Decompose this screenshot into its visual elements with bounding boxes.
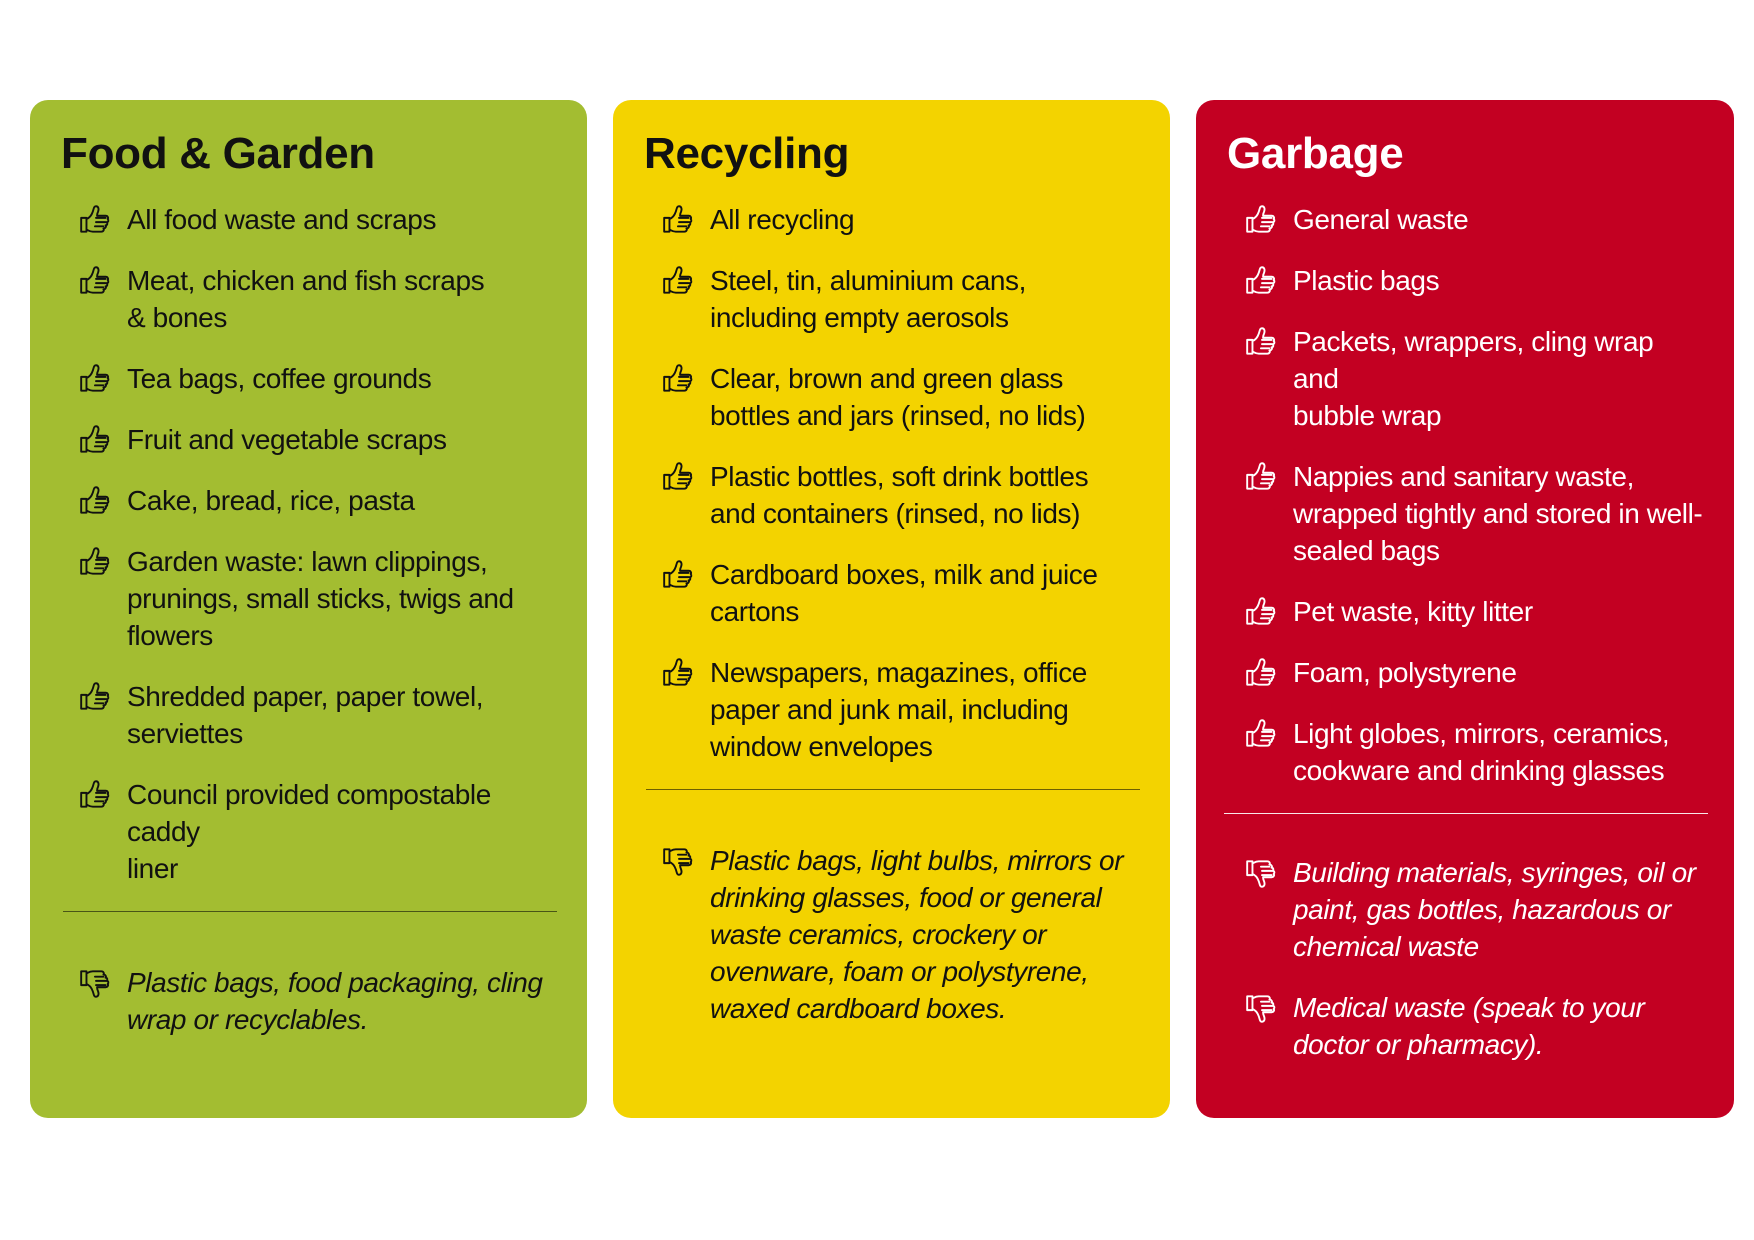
thumbs-up-icon <box>1244 655 1280 691</box>
item-text: Garden waste: lawn clippings, prunings, small sticks, twigs and flowers <box>127 546 514 651</box>
accepted-item <box>644 360 1140 434</box>
accepted-item <box>61 262 557 336</box>
accepted-item <box>61 360 557 397</box>
thumbs-up-icon <box>661 263 697 299</box>
item-text: All recycling <box>710 204 855 235</box>
item-text: Foam, polystyrene <box>1293 657 1517 688</box>
item-text: General waste <box>1293 204 1469 235</box>
thumbs-up-icon <box>78 777 114 813</box>
accepted-item <box>61 201 557 238</box>
panel-title: Recycling <box>644 129 850 178</box>
thumbs-down-icon <box>1244 990 1280 1026</box>
thumbs-up-icon <box>1244 594 1280 630</box>
item-text: Light globes, mirrors, ceramics, cookware and drinking glasses <box>1293 718 1670 786</box>
item-text: Plastic bags, light bulbs, mirrors or drinking glasses, food or general waste ceramics, crockery or ovenware, foam or polystyrene, waxed cardboard boxes. <box>710 845 1124 1024</box>
accepted-list <box>1227 201 1704 789</box>
item-text: Cake, bread, rice, pasta <box>127 485 415 516</box>
thumbs-up-icon <box>661 655 697 691</box>
accepted-item <box>644 556 1140 630</box>
thumbs-up-icon <box>661 361 697 397</box>
thumbs-down-icon <box>78 965 114 1001</box>
thumbs-down-icon <box>661 843 697 879</box>
accepted-item <box>1227 458 1704 569</box>
accepted-list <box>644 201 1140 765</box>
thumbs-up-icon <box>78 679 114 715</box>
rejected-list <box>644 842 1140 1027</box>
food-garden-panel <box>30 100 587 1118</box>
item-text: Fruit and vegetable scraps <box>127 424 447 455</box>
item-text: Meat, chicken and fish scraps & bones <box>127 265 485 333</box>
thumbs-up-icon <box>78 483 114 519</box>
thumbs-down-icon <box>1244 855 1280 891</box>
rejected-list <box>1227 854 1704 1063</box>
recycling-panel <box>613 100 1170 1118</box>
accepted-item <box>644 262 1140 336</box>
divider <box>1224 813 1708 814</box>
item-text: Medical waste (speak to your doctor or pharmacy). <box>1293 992 1645 1060</box>
thumbs-up-icon <box>1244 202 1280 238</box>
item-text: Clear, brown and green glass bottles and jars (rinsed, no lids) <box>710 363 1086 431</box>
item-text: Council provided compostable caddy liner <box>127 779 491 884</box>
accepted-item <box>1227 262 1704 299</box>
accepted-item <box>1227 201 1704 238</box>
thumbs-up-icon <box>78 361 114 397</box>
panel-title: Food & Garden <box>61 129 375 178</box>
divider <box>63 911 557 912</box>
accepted-item <box>61 776 557 887</box>
accepted-list <box>61 201 557 887</box>
item-text: Packets, wrappers, cling wrap and bubble wrap <box>1293 326 1654 431</box>
thumbs-up-icon <box>1244 716 1280 752</box>
item-text: Building materials, syringes, oil or paint, gas bottles, hazardous or chemical waste <box>1293 857 1696 962</box>
panel-title: Garbage <box>1227 129 1404 178</box>
thumbs-up-icon <box>78 544 114 580</box>
accepted-item <box>61 482 557 519</box>
thumbs-up-icon <box>661 557 697 593</box>
accepted-item <box>61 421 557 458</box>
rejected-item <box>1227 854 1704 965</box>
accepted-item <box>644 654 1140 765</box>
item-text: Pet waste, kitty litter <box>1293 596 1533 627</box>
accepted-item <box>1227 593 1704 630</box>
item-text: Shredded paper, paper towel, serviettes <box>127 681 484 749</box>
item-text: Steel, tin, aluminium cans, including empty aerosols <box>710 265 1027 333</box>
accepted-item <box>644 458 1140 532</box>
item-text: Tea bags, coffee grounds <box>127 363 432 394</box>
item-text: Cardboard boxes, milk and juice cartons <box>710 559 1098 627</box>
rejected-list <box>61 964 557 1038</box>
rejected-item <box>61 964 557 1038</box>
item-text: Nappies and sanitary waste, wrapped tightly and stored in well- sealed bags <box>1293 461 1703 566</box>
accepted-item <box>1227 715 1704 789</box>
accepted-item <box>1227 323 1704 434</box>
garbage-panel <box>1196 100 1734 1118</box>
thumbs-up-icon <box>661 459 697 495</box>
thumbs-up-icon <box>1244 263 1280 299</box>
rejected-item <box>1227 989 1704 1063</box>
accepted-item <box>1227 654 1704 691</box>
item-text: All food waste and scraps <box>127 204 437 235</box>
item-text: Plastic bags, food packaging, cling wrap or recyclables. <box>127 967 543 1035</box>
accepted-item <box>61 543 557 654</box>
divider <box>646 789 1140 790</box>
thumbs-up-icon <box>1244 324 1280 360</box>
item-text: Plastic bags <box>1293 265 1440 296</box>
thumbs-up-icon <box>78 202 114 238</box>
accepted-item <box>61 678 557 752</box>
item-text: Newspapers, magazines, office paper and junk mail, including window envelopes <box>710 657 1087 762</box>
thumbs-up-icon <box>78 422 114 458</box>
rejected-item <box>644 842 1140 1027</box>
accepted-item <box>644 201 1140 238</box>
item-text: Plastic bottles, soft drink bottles and containers (rinsed, no lids) <box>710 461 1089 529</box>
thumbs-up-icon <box>1244 459 1280 495</box>
thumbs-up-icon <box>78 263 114 299</box>
thumbs-up-icon <box>661 202 697 238</box>
